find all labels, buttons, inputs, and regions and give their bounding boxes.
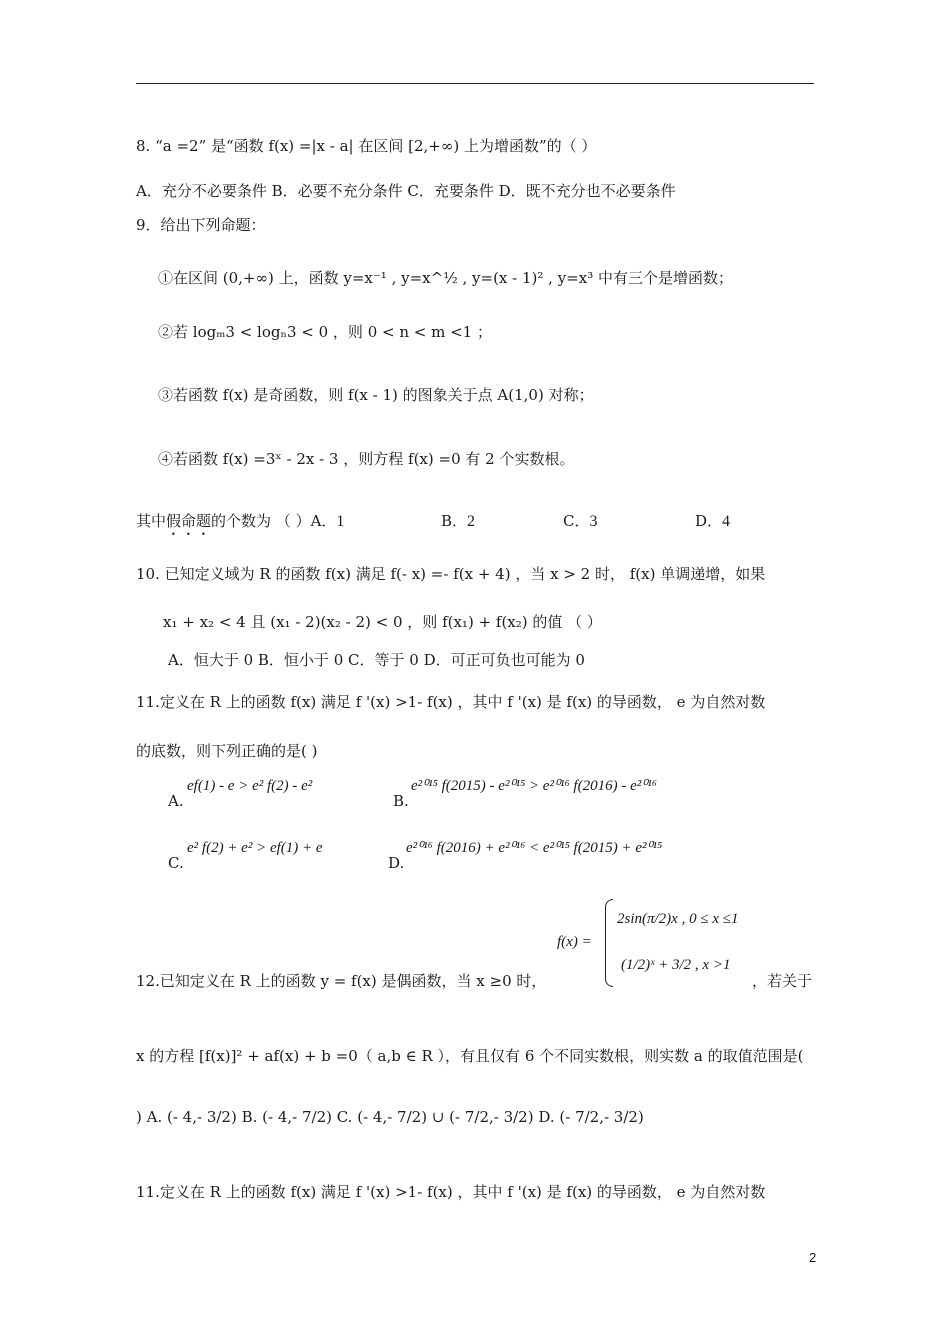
question-11-option-d: e²⁰¹⁶ f(2016) + e²⁰¹⁶ < e²⁰¹⁵ f(2015) + e²⁰¹⁵ — [406, 840, 663, 856]
question-9-item-4: ④若函数 f(x) =3ˣ - 2x - 3 ，则方程 f(x) =0 有 2 个实数根。 — [158, 450, 575, 468]
question-10-line-1: 10. 已知定义域为 R 的函数 f(x) 满足 f(- x) =- f(x + 4) ，当 x > 2 时， f(x) 单调递增，如果 — [136, 565, 766, 583]
question-12-line-1-tail: ，若关于 — [752, 972, 813, 990]
question-9-option-d-wrap — [695, 511, 730, 532]
question-10-options: A．恒大于 0 B．恒小于 0 C．等于 0 D．可正可负也可能为 0 — [168, 651, 585, 669]
header-rule — [136, 83, 814, 84]
question-12-case-1: 2sin(π/2)x , 0 ≤ x ≤1 — [617, 911, 739, 927]
question-11-option-a: ef(1) - e > e² f(2) - e² — [187, 778, 313, 794]
question-9-item-3: ③若函数 f(x) 是奇函数，则 f(x - 1) 的图象关于点 A(1,0) 对称； — [158, 386, 594, 404]
question-9-item-1: ①在区间 (0,+∞) 上，函数 y=x⁻¹ , y=x^½ , y=(x - 1)² , y=x³ 中有三个是增函数； — [158, 269, 733, 287]
question-8-stem: 8. “a =2” 是“函数 f(x) =|x - a| 在区间 [2,+∞) 上为增函数”的（ ） — [136, 137, 597, 155]
question-11-option-a-label: A. — [168, 792, 184, 810]
question-9-option-b-label: B． — [441, 512, 468, 530]
page-number: 2 — [809, 1250, 817, 1265]
question-9-option-b: 2 — [467, 513, 476, 530]
question-12-case-2: (1/2)ˣ + 3/2 , x >1 — [621, 957, 731, 973]
question-9-tail-suffix: 的个数为 （ ）A． — [211, 512, 337, 530]
question-9-option-a: 1 — [336, 513, 345, 530]
question-9-option-c-wrap — [563, 511, 597, 532]
question-9-option-c-label: C． — [563, 512, 590, 530]
question-9-stem: 9．给出下列命题： — [136, 216, 266, 234]
question-9-choice-line — [136, 511, 344, 539]
question-9-tail-prefix: 其中 — [136, 512, 167, 530]
question-10-line-2: x₁ + x₂ < 4 且 (x₁ - 2)(x₂ - 2) < 0 ，则 f(x₁) + f(x₂) 的值 （ ） — [163, 613, 602, 631]
question-11-repeat: 11.定义在 R 上的函数 f(x) 满足 f '(x) >1- f(x) ，其中 f '(x) 是 f(x) 的导函数， e 为自然对数 — [136, 1183, 766, 1201]
question-11-option-c-label: C. — [168, 854, 184, 872]
question-11-option-d-label: D. — [388, 854, 405, 872]
question-12-line-1: 12.已知定义在 R 上的函数 y = f(x) 是偶函数，当 x ≥0 时， — [136, 972, 547, 990]
question-11-option-b: e²⁰¹⁵ f(2015) - e²⁰¹⁵ > e²⁰¹⁶ f(2016) - e²⁰¹⁶ — [411, 778, 657, 794]
question-9-item-2: ②若 logₘ3 < logₙ3 < 0 ，则 0 < n < m <1 ； — [158, 323, 492, 341]
question-11-line-1: 11.定义在 R 上的函数 f(x) 满足 f '(x) >1- f(x) ，其中 f '(x) 是 f(x) 的导函数， e 为自然对数 — [136, 693, 766, 711]
question-11-option-b-label: B. — [393, 792, 409, 810]
question-11-option-c: e² f(2) + e² > ef(1) + e — [187, 840, 323, 856]
question-9-option-d: 4 — [722, 513, 731, 530]
question-9-option-d-label: D． — [695, 512, 723, 530]
question-9-option-b-wrap — [441, 511, 475, 532]
question-11-line-2: 的底数，则下列正确的是( ) — [136, 742, 318, 760]
question-12-options: ) A. (- 4,- 3/2) B. (- 4,- 7/2) C. (- 4,- 7/2) ∪ (- 7/2,- 3/2) D. (- 7/2,- 3/2) — [136, 1108, 644, 1126]
piecewise-brace — [605, 899, 613, 987]
question-8-options: A．充分不必要条件 B．必要不充分条件 C．充要条件 D．既不充分也不必要条件 — [136, 182, 676, 200]
question-12-line-2: x 的方程 [f(x)]² + af(x) + b =0（ a,b ∈ R ），有且仅有 6 个不同实数根，则实数 a 的取值范围是( — [136, 1047, 804, 1065]
question-12-fx: f(x) = — [557, 934, 592, 950]
question-9-emphasis: 假命题 — [166, 512, 212, 530]
question-9-option-c: 3 — [589, 513, 598, 530]
